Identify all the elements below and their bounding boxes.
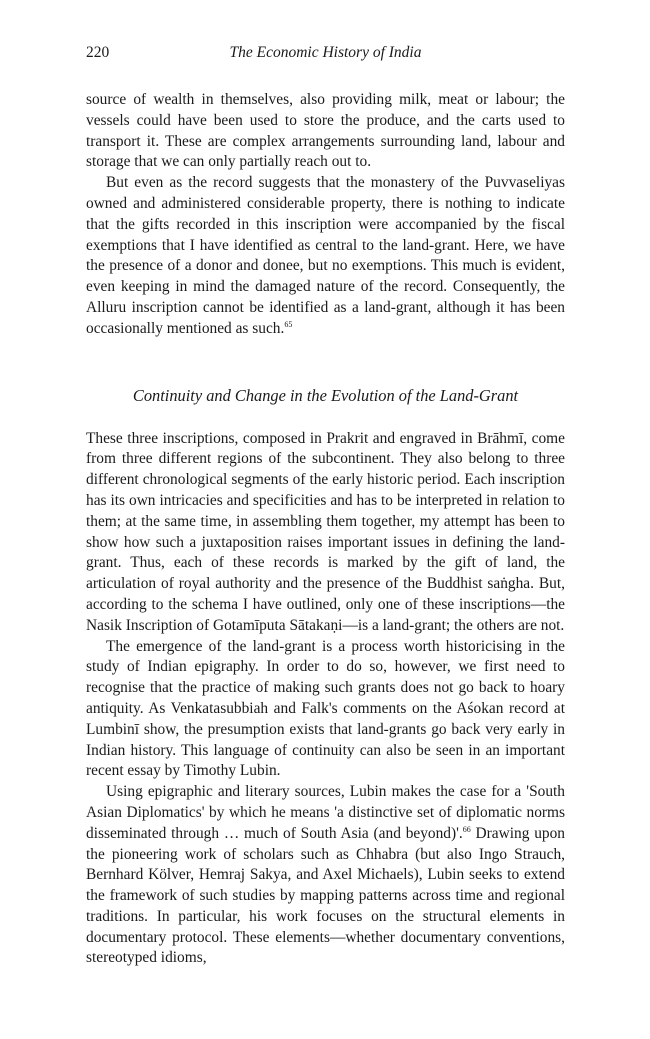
paragraph-text: Using epigraphic and literary sources, Lubin makes the case for a 'South Asian Diplomatics' by which he means 'a distinctive set of diplomatic norms disseminated through … much of South Asia (and beyond)'. [86, 783, 565, 842]
paragraph-text: But even as the record suggests that the monastery of the Puvvaseliyas owned and administered considerable property, there is nothing to indicate that the gifts recorded in this inscription were accompanied by the fiscal exemptions that I have identified as central to the land-grant. Here, we have the presence of a donor and donee, but no exemptions. This much is evident, even keeping in mind the damaged nature of the record. Consequently, the Alluru inscription cannot be identified as a land-grant, although it has been occasionally mentioned as such. [86, 174, 565, 337]
paragraph [86, 637, 565, 783]
paragraph [86, 429, 565, 637]
paragraph-continued [86, 90, 565, 173]
paragraph [86, 782, 565, 969]
running-head [86, 40, 565, 66]
footnote-marker: 65 [284, 319, 293, 329]
paragraph-text: These three inscriptions, composed in Prakrit and engraved in Brāhmī, come from three different regions of the subcontinent. They also belong to three different chronological segments of the early historic period. Each inscription has its own intricacies and specificities and has to be interpreted in relation to them; at the same time, in assembling them together, my attempt has been to show how such a juxtaposition raises important issues in defining the land-grant. Thus, each of these records is marked by the gift of land, the articulation of royal authority and the presence of the Buddhist saṅgha. But, according to the schema I have outlined, only one of these inscriptions—the Nasik Inscription of Gotamīputa Sātakaṇi—is a land-grant; the others are not. [86, 429, 565, 634]
paragraph-text: Drawing upon the pioneering work of scholars such as Chhabra (but also Ingo Strauch, Bernhard Kölver, Hemraj Sakya, and Axel Michaels), Lubin seeks to extend the framework of such studies by mapping patterns across time and regional traditions. In particular, his work focuses on the structural elements in documentary protocol. These elements—whether documentary conventions, stereotyped idioms, [86, 824, 565, 967]
paragraph-text: source of wealth in themselves, also providing milk, meat or labour; the vessels could have been used to store the produce, and the carts used to transport it. These are complex arrangements surrounding land, labour and storage that we can only partially reach out to. [86, 91, 565, 171]
book-page [86, 40, 565, 969]
section-heading: Continuity and Change in the Evolution of the Land-Grant [132, 385, 519, 405]
page-number: 220 [86, 44, 110, 61]
paragraph-text: The emergence of the land-grant is a process worth historicising in the study of Indian epigraphy. In order to do so, however, we first need to recognise that the practice of making such grants does not go back to hoary antiquity. As Venkatasubbiah and Falk's comments on the Aśokan record at Lumbinī show, the presumption exists that land-grants go back very early in Indian history. This language of continuity can also be seen in an important recent essay by Timothy Lubin. [86, 637, 565, 780]
running-title: The Economic History of India [229, 44, 422, 61]
body-text [86, 90, 565, 969]
paragraph [86, 173, 565, 339]
footnote-marker: 66 [462, 824, 471, 834]
